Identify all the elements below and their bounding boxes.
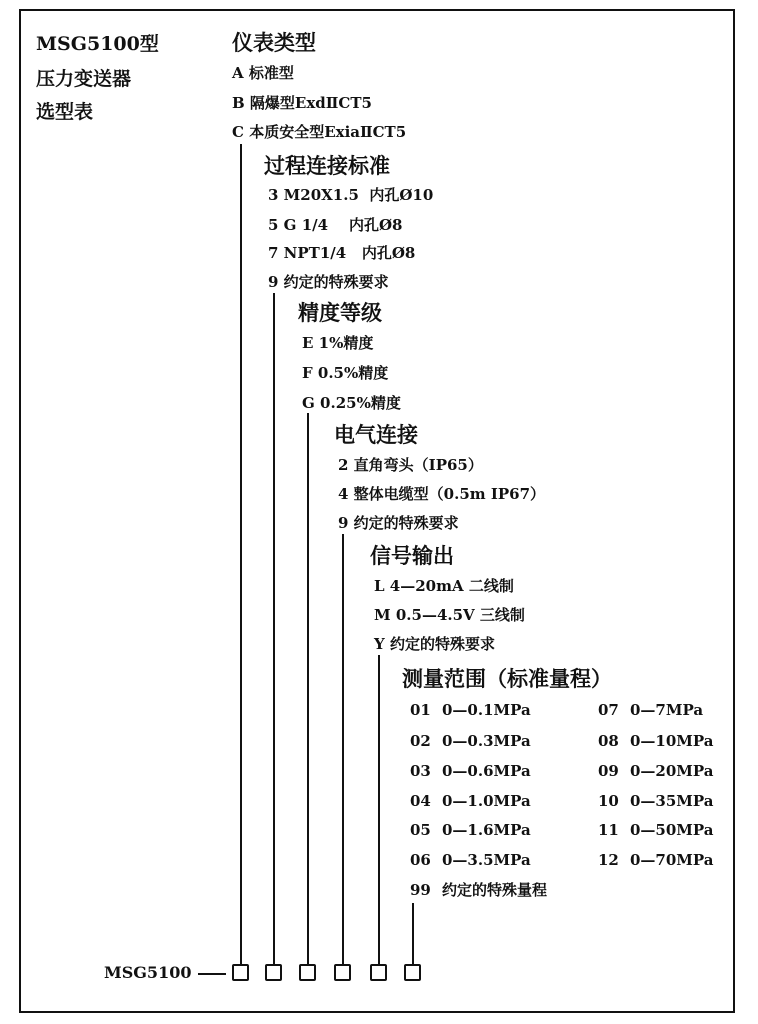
range-item: 07 0—7MPa bbox=[598, 701, 704, 719]
range-item-special: 99 约定的特殊量程 bbox=[410, 881, 548, 899]
model-title: MSG5100型 bbox=[36, 33, 159, 55]
instrument-type-item: B 隔爆型ExdⅡCT5 bbox=[232, 94, 372, 112]
connector-line bbox=[307, 413, 309, 964]
process-connection-heading: 过程连接标准 bbox=[264, 153, 390, 178]
range-item: 04 0—1.0MPa bbox=[410, 792, 531, 810]
range-item: 05 0—1.6MPa bbox=[410, 821, 531, 839]
range-item: 01 0—0.1MPa bbox=[410, 701, 531, 719]
range-item: 03 0—0.6MPa bbox=[410, 762, 531, 780]
code-box-accuracy bbox=[299, 964, 316, 981]
range-item: 06 0—3.5MPa bbox=[410, 851, 531, 869]
instrument-type-item: A 标准型 bbox=[232, 64, 294, 82]
signal-output-heading: 信号输出 bbox=[370, 543, 454, 568]
measuring-range-heading: 测量范围（标准量程） bbox=[402, 666, 612, 691]
process-connection-item: 3 M20X1.5 内孔Ø10 bbox=[268, 186, 434, 204]
instrument-type-item: C 本质安全型ExiaⅡCT5 bbox=[232, 123, 407, 141]
connector-line bbox=[273, 293, 275, 964]
electrical-connection-item: 2 直角弯头（IP65） bbox=[338, 456, 483, 474]
accuracy-heading: 精度等级 bbox=[298, 300, 382, 325]
model-code-dash bbox=[198, 973, 226, 975]
code-box-electrical-connection bbox=[334, 964, 351, 981]
range-item: 12 0—70MPa bbox=[598, 851, 714, 869]
process-connection-item: 9 约定的特殊要求 bbox=[268, 273, 389, 291]
process-connection-item: 5 G 1/4 内孔Ø8 bbox=[268, 216, 403, 234]
range-item: 08 0—10MPa bbox=[598, 732, 714, 750]
connector-line bbox=[240, 144, 242, 964]
product-title: 压力变送器 bbox=[36, 68, 132, 90]
electrical-connection-item: 9 约定的特殊要求 bbox=[338, 514, 459, 532]
code-box-signal-output bbox=[370, 964, 387, 981]
instrument-type-heading: 仪表类型 bbox=[232, 30, 316, 55]
code-box-instrument-type bbox=[232, 964, 249, 981]
process-connection-item: 7 NPT1/4 内孔Ø8 bbox=[268, 244, 416, 262]
code-box-measuring-range bbox=[404, 964, 421, 981]
table-title: 选型表 bbox=[36, 101, 94, 123]
range-item: 10 0—35MPa bbox=[598, 792, 714, 810]
signal-output-item: M 0.5—4.5V 三线制 bbox=[374, 606, 525, 624]
accuracy-item: E 1%精度 bbox=[302, 334, 374, 352]
electrical-connection-item: 4 整体电缆型（0.5m IP67） bbox=[338, 485, 546, 503]
connector-line bbox=[412, 903, 414, 964]
accuracy-item: G 0.25%精度 bbox=[302, 394, 401, 412]
electrical-connection-heading: 电气连接 bbox=[334, 422, 418, 447]
signal-output-item: Y 约定的特殊要求 bbox=[374, 635, 495, 653]
range-item: 11 0—50MPa bbox=[598, 821, 714, 839]
range-item: 09 0—20MPa bbox=[598, 762, 714, 780]
range-item: 02 0—0.3MPa bbox=[410, 732, 531, 750]
connector-line bbox=[378, 655, 380, 964]
signal-output-item: L 4—20mA 二线制 bbox=[374, 577, 514, 595]
model-code-prefix: MSG5100 bbox=[104, 963, 192, 982]
accuracy-item: F 0.5%精度 bbox=[302, 364, 389, 382]
code-box-process-connection bbox=[265, 964, 282, 981]
connector-line bbox=[342, 534, 344, 964]
